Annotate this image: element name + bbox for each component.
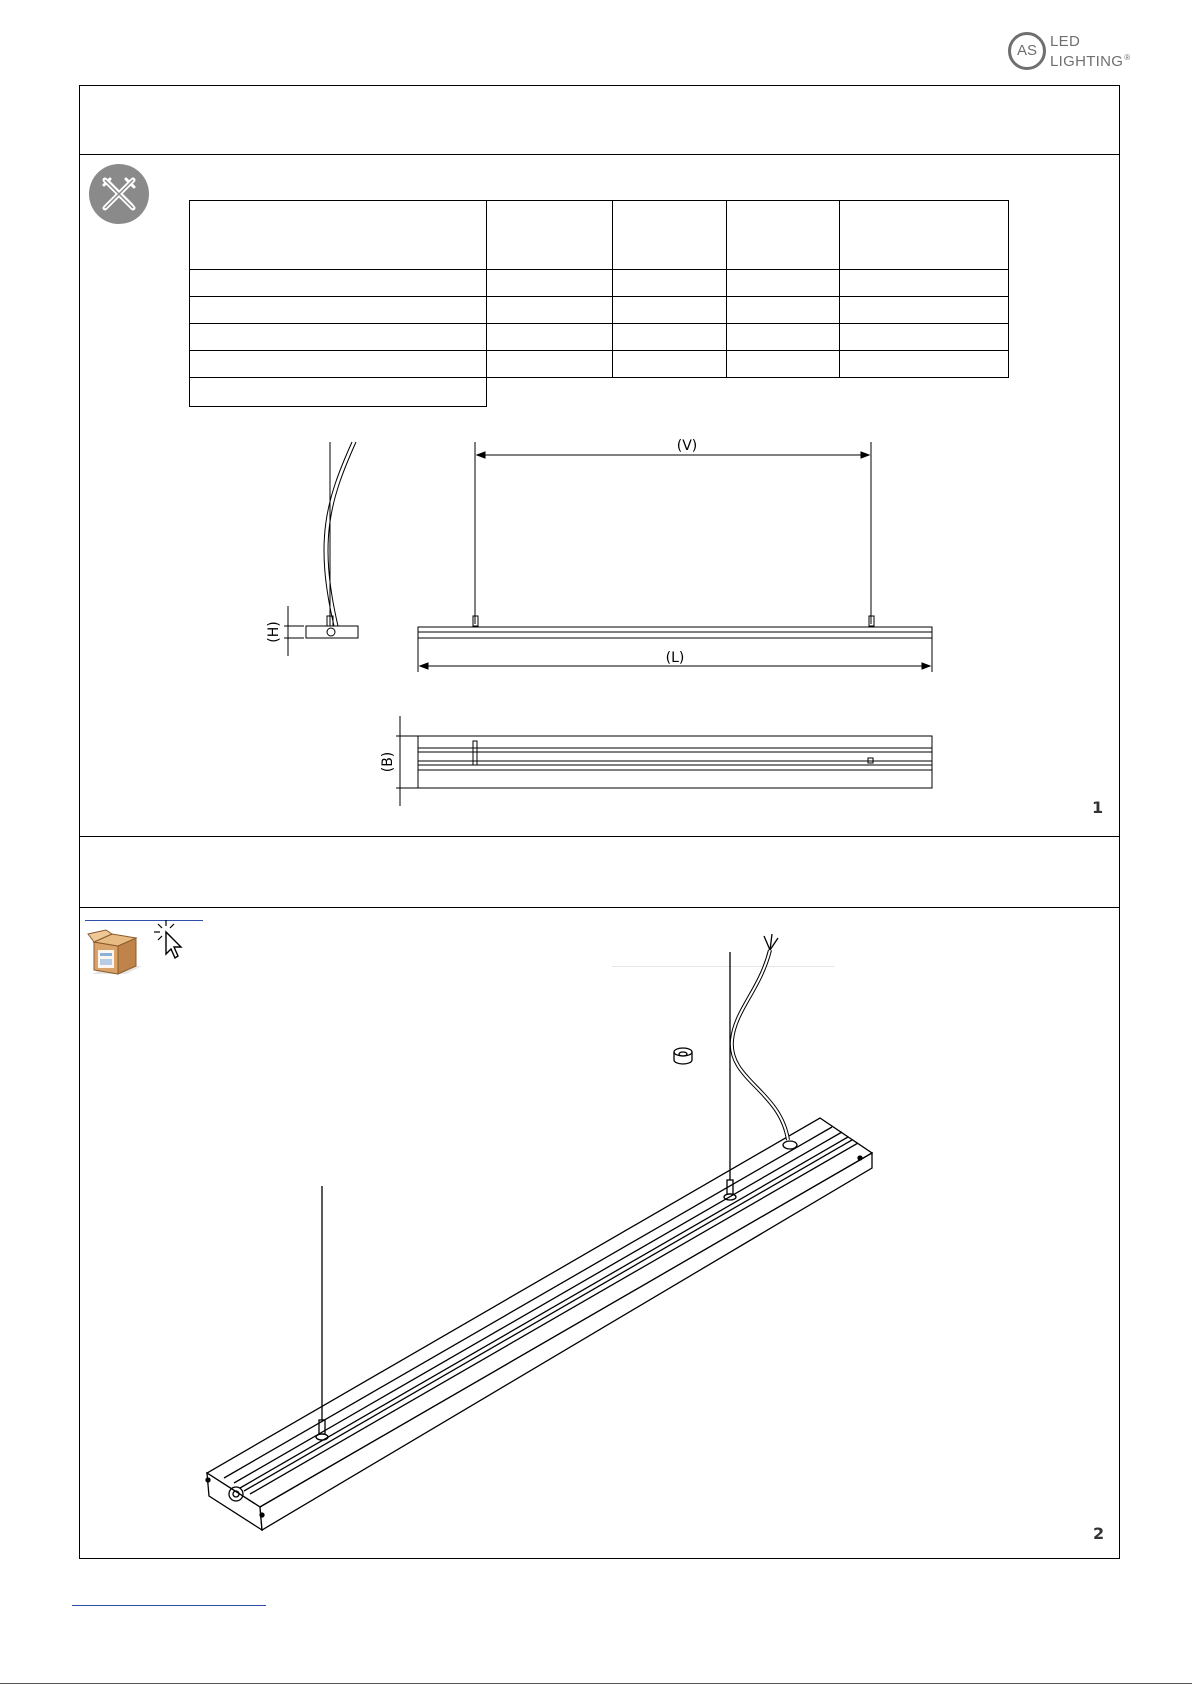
front-view-drawing xyxy=(418,442,932,672)
logo-line-2: LIGHTING® xyxy=(1050,53,1131,70)
footer-rule xyxy=(0,1683,1192,1684)
assembly-drawing xyxy=(0,908,1192,1558)
dim-label-v: (V) xyxy=(676,438,698,454)
dim-label-l: (L) xyxy=(665,650,685,666)
dimension-drawing xyxy=(0,0,1192,840)
panel-number-1: 1 xyxy=(1092,798,1104,817)
side-view-drawing xyxy=(284,442,358,656)
logo-badge: AS xyxy=(1008,32,1046,70)
dim-label-h: (H) xyxy=(266,621,282,643)
top-view-drawing xyxy=(396,716,932,806)
panel-number-2: 2 xyxy=(1093,1524,1105,1543)
logo-line-1: LED xyxy=(1050,33,1081,50)
footer-link-underline[interactable] xyxy=(72,1605,266,1606)
dim-label-b: (B) xyxy=(380,751,396,773)
